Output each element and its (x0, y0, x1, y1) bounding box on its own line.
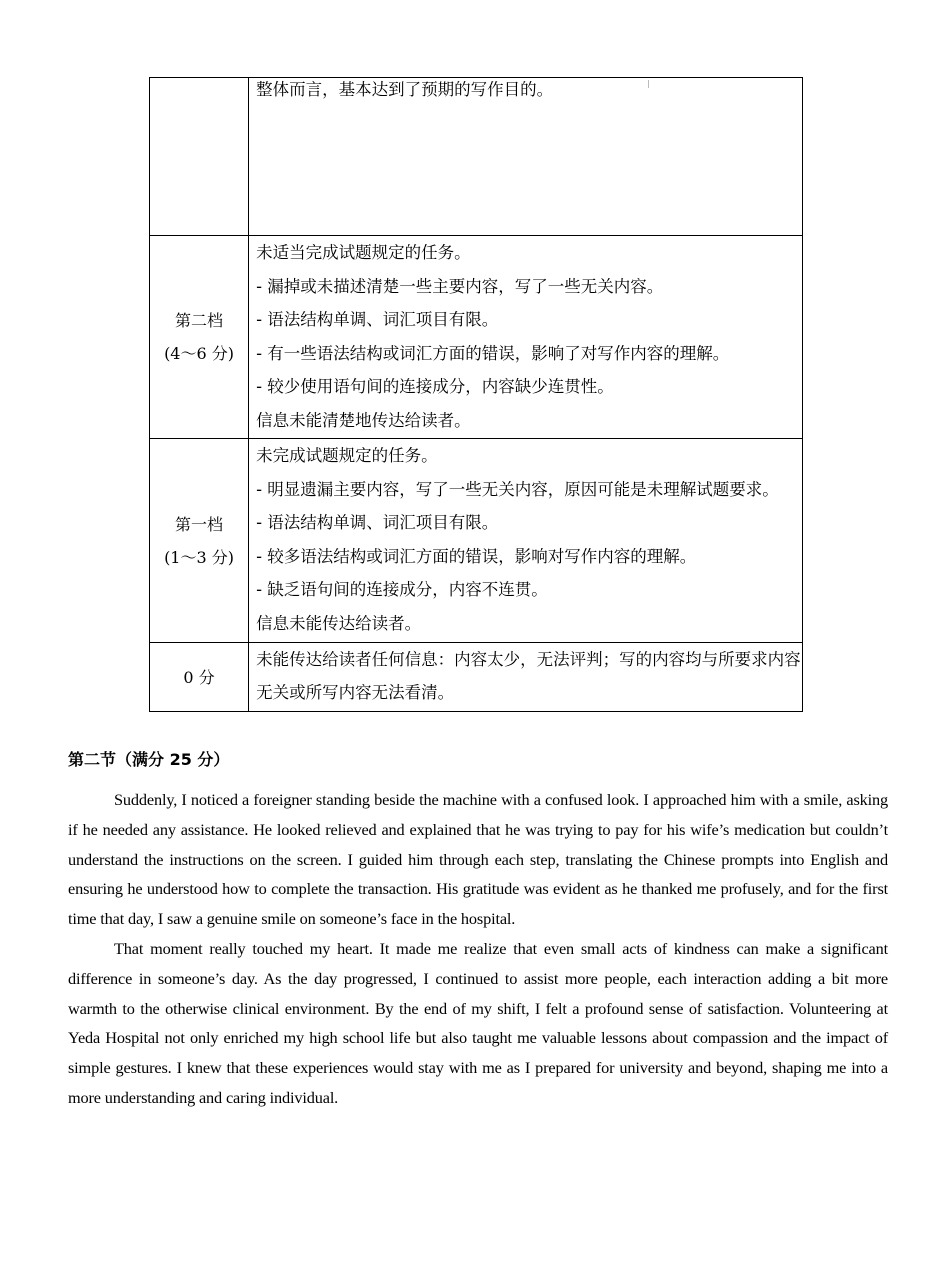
description-line: - 明显遗漏主要内容，写了一些无关内容，原因可能是未理解试题要求。 (256, 479, 779, 499)
level-cell (150, 439, 249, 643)
level-cell (150, 236, 249, 439)
level-cell (150, 643, 249, 712)
rubric-row-level-0 (150, 643, 803, 712)
scoring-rubric-table (149, 77, 803, 712)
level-range: (1～3 分) (164, 547, 234, 567)
description-line: - 有一些语法结构或词汇方面的错误，影响了对写作内容的理解。 (256, 343, 730, 363)
description-line: 未适当完成试题规定的任务。 (256, 243, 471, 262)
description-line: - 较多语法结构或词汇方面的错误，影响对写作内容的理解。 (256, 546, 697, 566)
description-cell (249, 236, 803, 439)
essay-paragraph: Suddenly, I noticed a foreigner standing beside the machine with a confused look. I approached him with a smile, asking if he needed any assistance. He looked relieved and explained that he was trying to pay for his wife’s medication but couldn’t understand the instructions on the screen. I guided him through each step, translating the Chinese prompts into English and ensuring he understood how to complete the transaction. His gratitude was evident as he thanked me profusely, and for the first time that day, I saw a genuine smile on someone’s face in the hospital. (68, 790, 888, 929)
description-line: - 较少使用语句间的连接成分，内容缺少连贯性。 (256, 377, 614, 396)
description-cell (249, 439, 803, 643)
description-line: - 语法结构单调、词汇项目有限。 (256, 310, 499, 329)
level-name: 0 分 (183, 667, 215, 687)
essay-body (68, 785, 888, 1113)
description-line: 信息未能清楚地传达给读者。 (256, 410, 471, 430)
description-line: - 缺乏语句间的连接成分，内容不连贯。 (256, 580, 548, 599)
description-line: 整体而言，基本达到了预期的写作目的。 (256, 80, 554, 99)
rubric-row-level-1 (150, 439, 803, 643)
level-name: 第一档 (175, 514, 224, 534)
description-cell (249, 78, 803, 236)
scan-mark (648, 80, 649, 88)
description-line: 信息未能传达给读者。 (256, 613, 422, 633)
description-cell (249, 643, 803, 712)
level-range: (4～6 分) (164, 344, 234, 363)
rubric-row-continued (150, 78, 803, 236)
description-line: - 漏掉或未描述清楚一些主要内容，写了一些无关内容。 (256, 276, 664, 296)
rubric-row-level-2 (150, 236, 803, 439)
level-cell-empty (150, 78, 249, 236)
section-heading: 第二节（满分 25 分） (68, 750, 230, 769)
description-line: 未完成试题规定的任务。 (256, 446, 438, 465)
level-name: 第二档 (175, 311, 224, 330)
essay-paragraph: That moment really touched my heart. It made me realize that even small acts of kindness can make a significant difference in someone’s day. As the day progressed, I continued to assist more people, each interaction adding a bit more warmth to the otherwise clinical environment. By the end of my shift, I felt a profound sense of satisfaction. Volunteering at Yeda Hospital not only enriched my high school life but also taught me valuable lessons about compassion and the impact of simple gestures. I knew that these experiences would stay with me as I prepared for university and beyond, shaping me into a more understanding and caring individual. (68, 938, 888, 1107)
description-line: 未能传达给读者任何信息：内容太少，无法评判；写的内容均与所要求内容无关或所写内容无法看清。 (256, 650, 801, 702)
description-line: - 语法结构单调、词汇项目有限。 (256, 513, 499, 532)
